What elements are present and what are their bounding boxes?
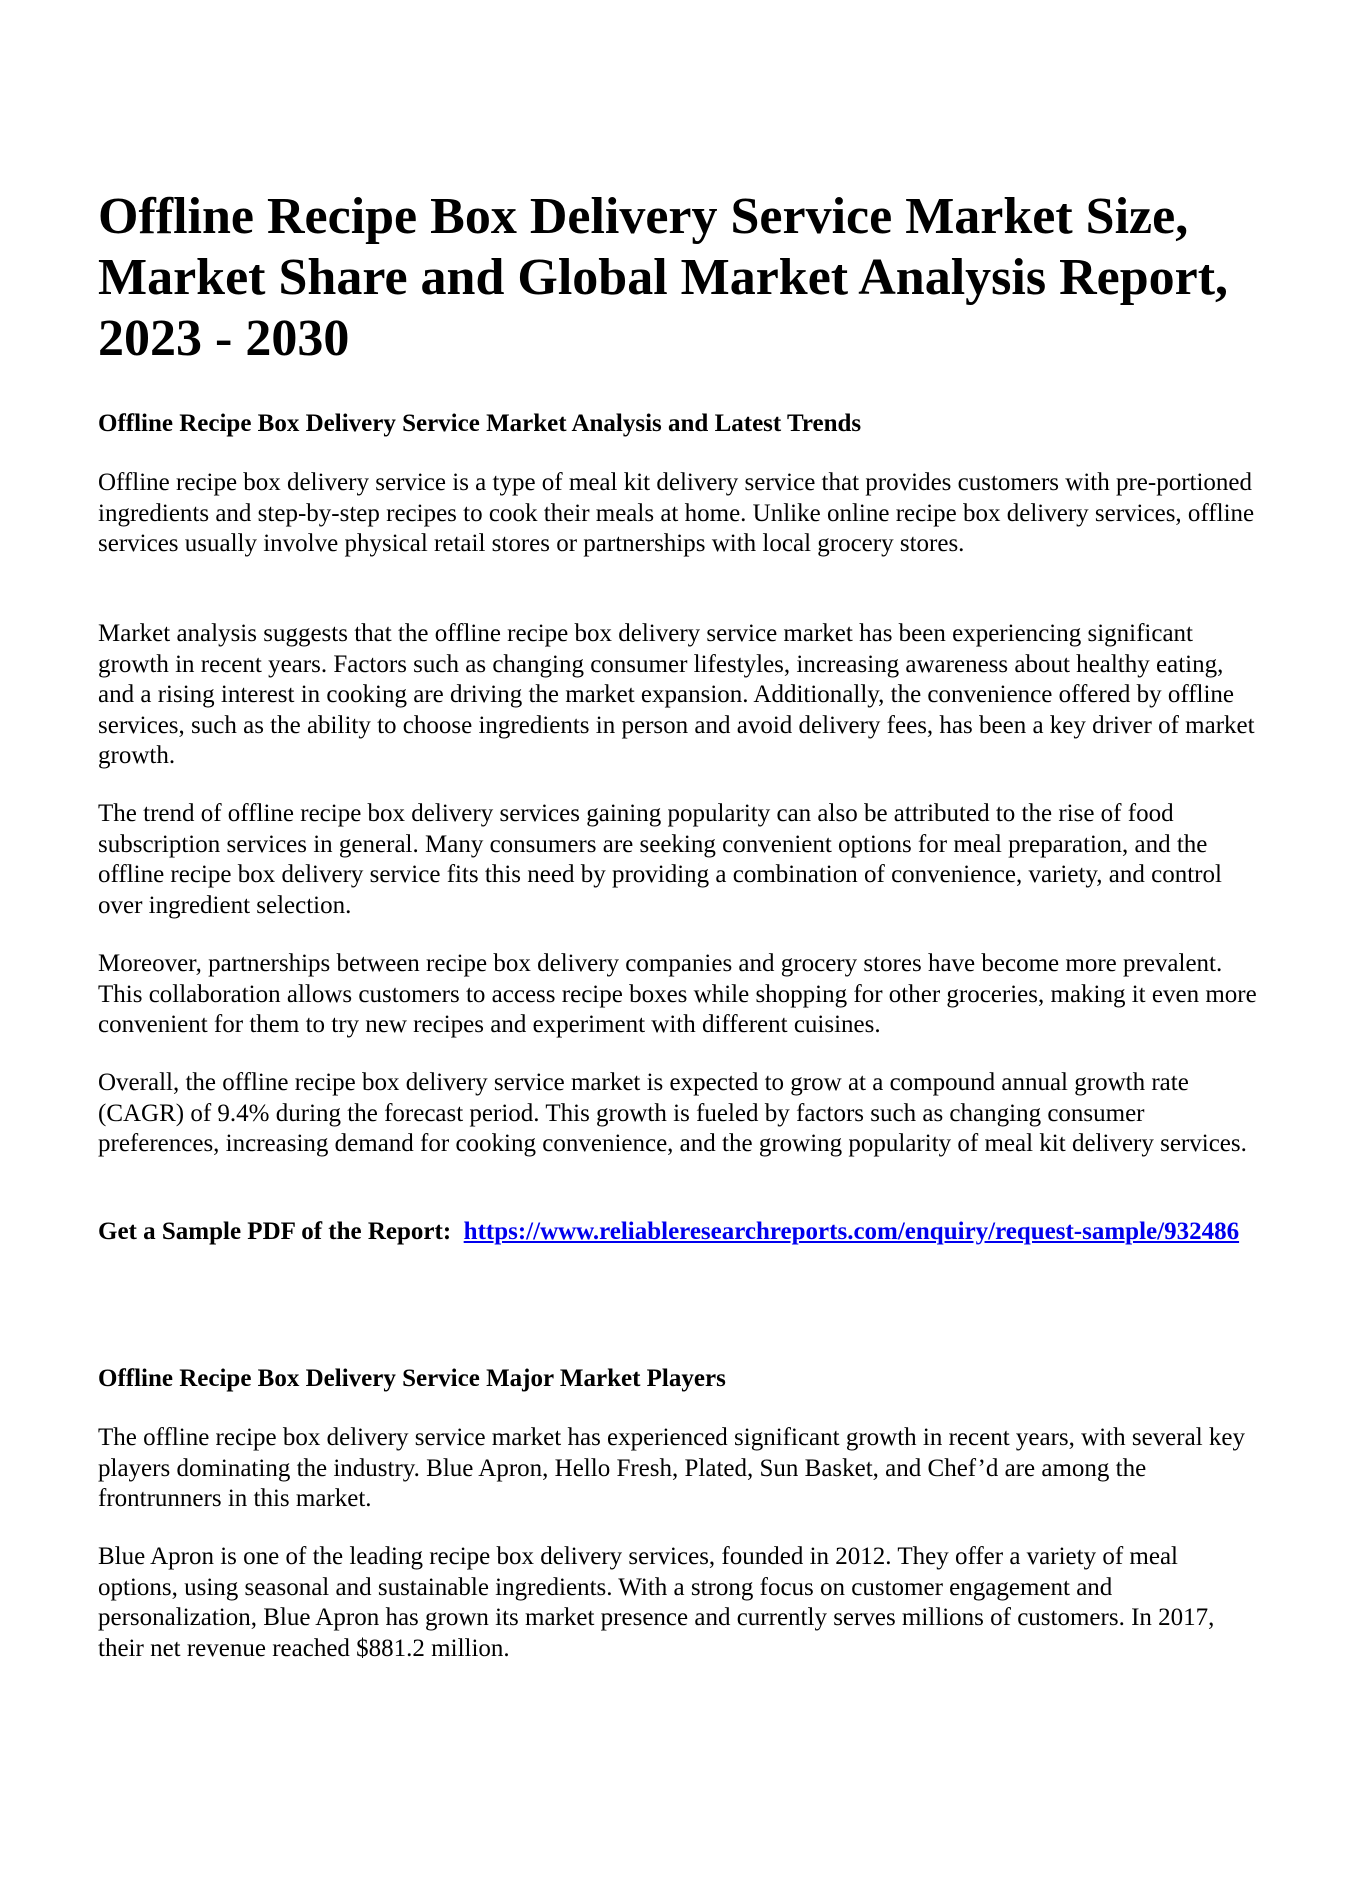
paragraph-blue-apron: Blue Apron is one of the leading recipe box delivery services, founded in 2012. They offer a variety of meal options, using seasonal and sustainable ingredients. With a strong focus on customer engagement and personalization, Blue Apron has grown its market presence and currently serves millions of customers. In 2017, their net revenue reached $881.2 million. — [98, 1543, 1215, 1662]
paragraph-partnerships: Moreover, partnerships between recipe box delivery companies and grocery stores have become more prevalent. This collaboration allows customers to access recipe boxes while shopping for other groceries, making it even more convenient for them to try new recipes and experiment with different cuisines. — [98, 950, 1257, 1038]
section-heading-players: Offline Recipe Box Delivery Service Major Market Players — [98, 1365, 726, 1392]
sample-pdf-link[interactable]: https://www.reliableresearchreports.com/enquiry/request-sample/932486 — [463, 1218, 1240, 1245]
paragraph-players: The offline recipe box delivery service market has experienced significant growth in recent years, with several key players dominating the industry. Blue Apron, Hello Fresh, Plated, Sun Basket, and Chef’d are among the frontrunners in this market. — [98, 1424, 1245, 1512]
paragraph-market-analysis: Market analysis suggests that the offline recipe box delivery service market has been experiencing significant growth in recent years. Factors such as changing consumer lifestyles, increasing awareness about healthy eating, and a rising interest in cooking are driving the market expansion. Additionally, the convenience offered by offline services, such as the ability to choose ingredients in person and avoid delivery fees, has been a key driver of market growth. — [98, 620, 1255, 769]
paragraph-overall: Overall, the offline recipe box delivery service market is expected to grow at a compound annual growth rate (CAGR) of 9.4% during the forecast period. This growth is fueled by factors such as changing consumer preferences, increasing demand for cooking convenience, and the growing popularity of meal kit delivery services. — [98, 1069, 1247, 1157]
section-heading-trends: Offline Recipe Box Delivery Service Market Analysis and Latest Trends — [98, 410, 862, 437]
paragraph-trend: The trend of offline recipe box delivery services gaining popularity can also be attributed to the rise of food subscription services in general. Many consumers are seeking convenient options for meal preparation, and the offline recipe box delivery service fits this need by providing a combination of convenience, variety, and control over ingredient selection. — [98, 800, 1222, 919]
sample-pdf-line — [98, 1217, 1263, 1248]
page-title: Offline Recipe Box Delivery Service Market Size, Market Share and Global Market Analysis Report, 2023 - 2030 — [98, 188, 1229, 367]
paragraph-intro: Offline recipe box delivery service is a type of meal kit delivery service that provides customers with pre-portioned ingredients and step-by-step recipes to cook their meals at home. Unlike online recipe box delivery services, offline services usually involve physical retail stores or partnerships with local grocery stores. — [98, 469, 1255, 557]
sample-pdf-label: Get a Sample PDF of the Report: — [98, 1218, 452, 1245]
